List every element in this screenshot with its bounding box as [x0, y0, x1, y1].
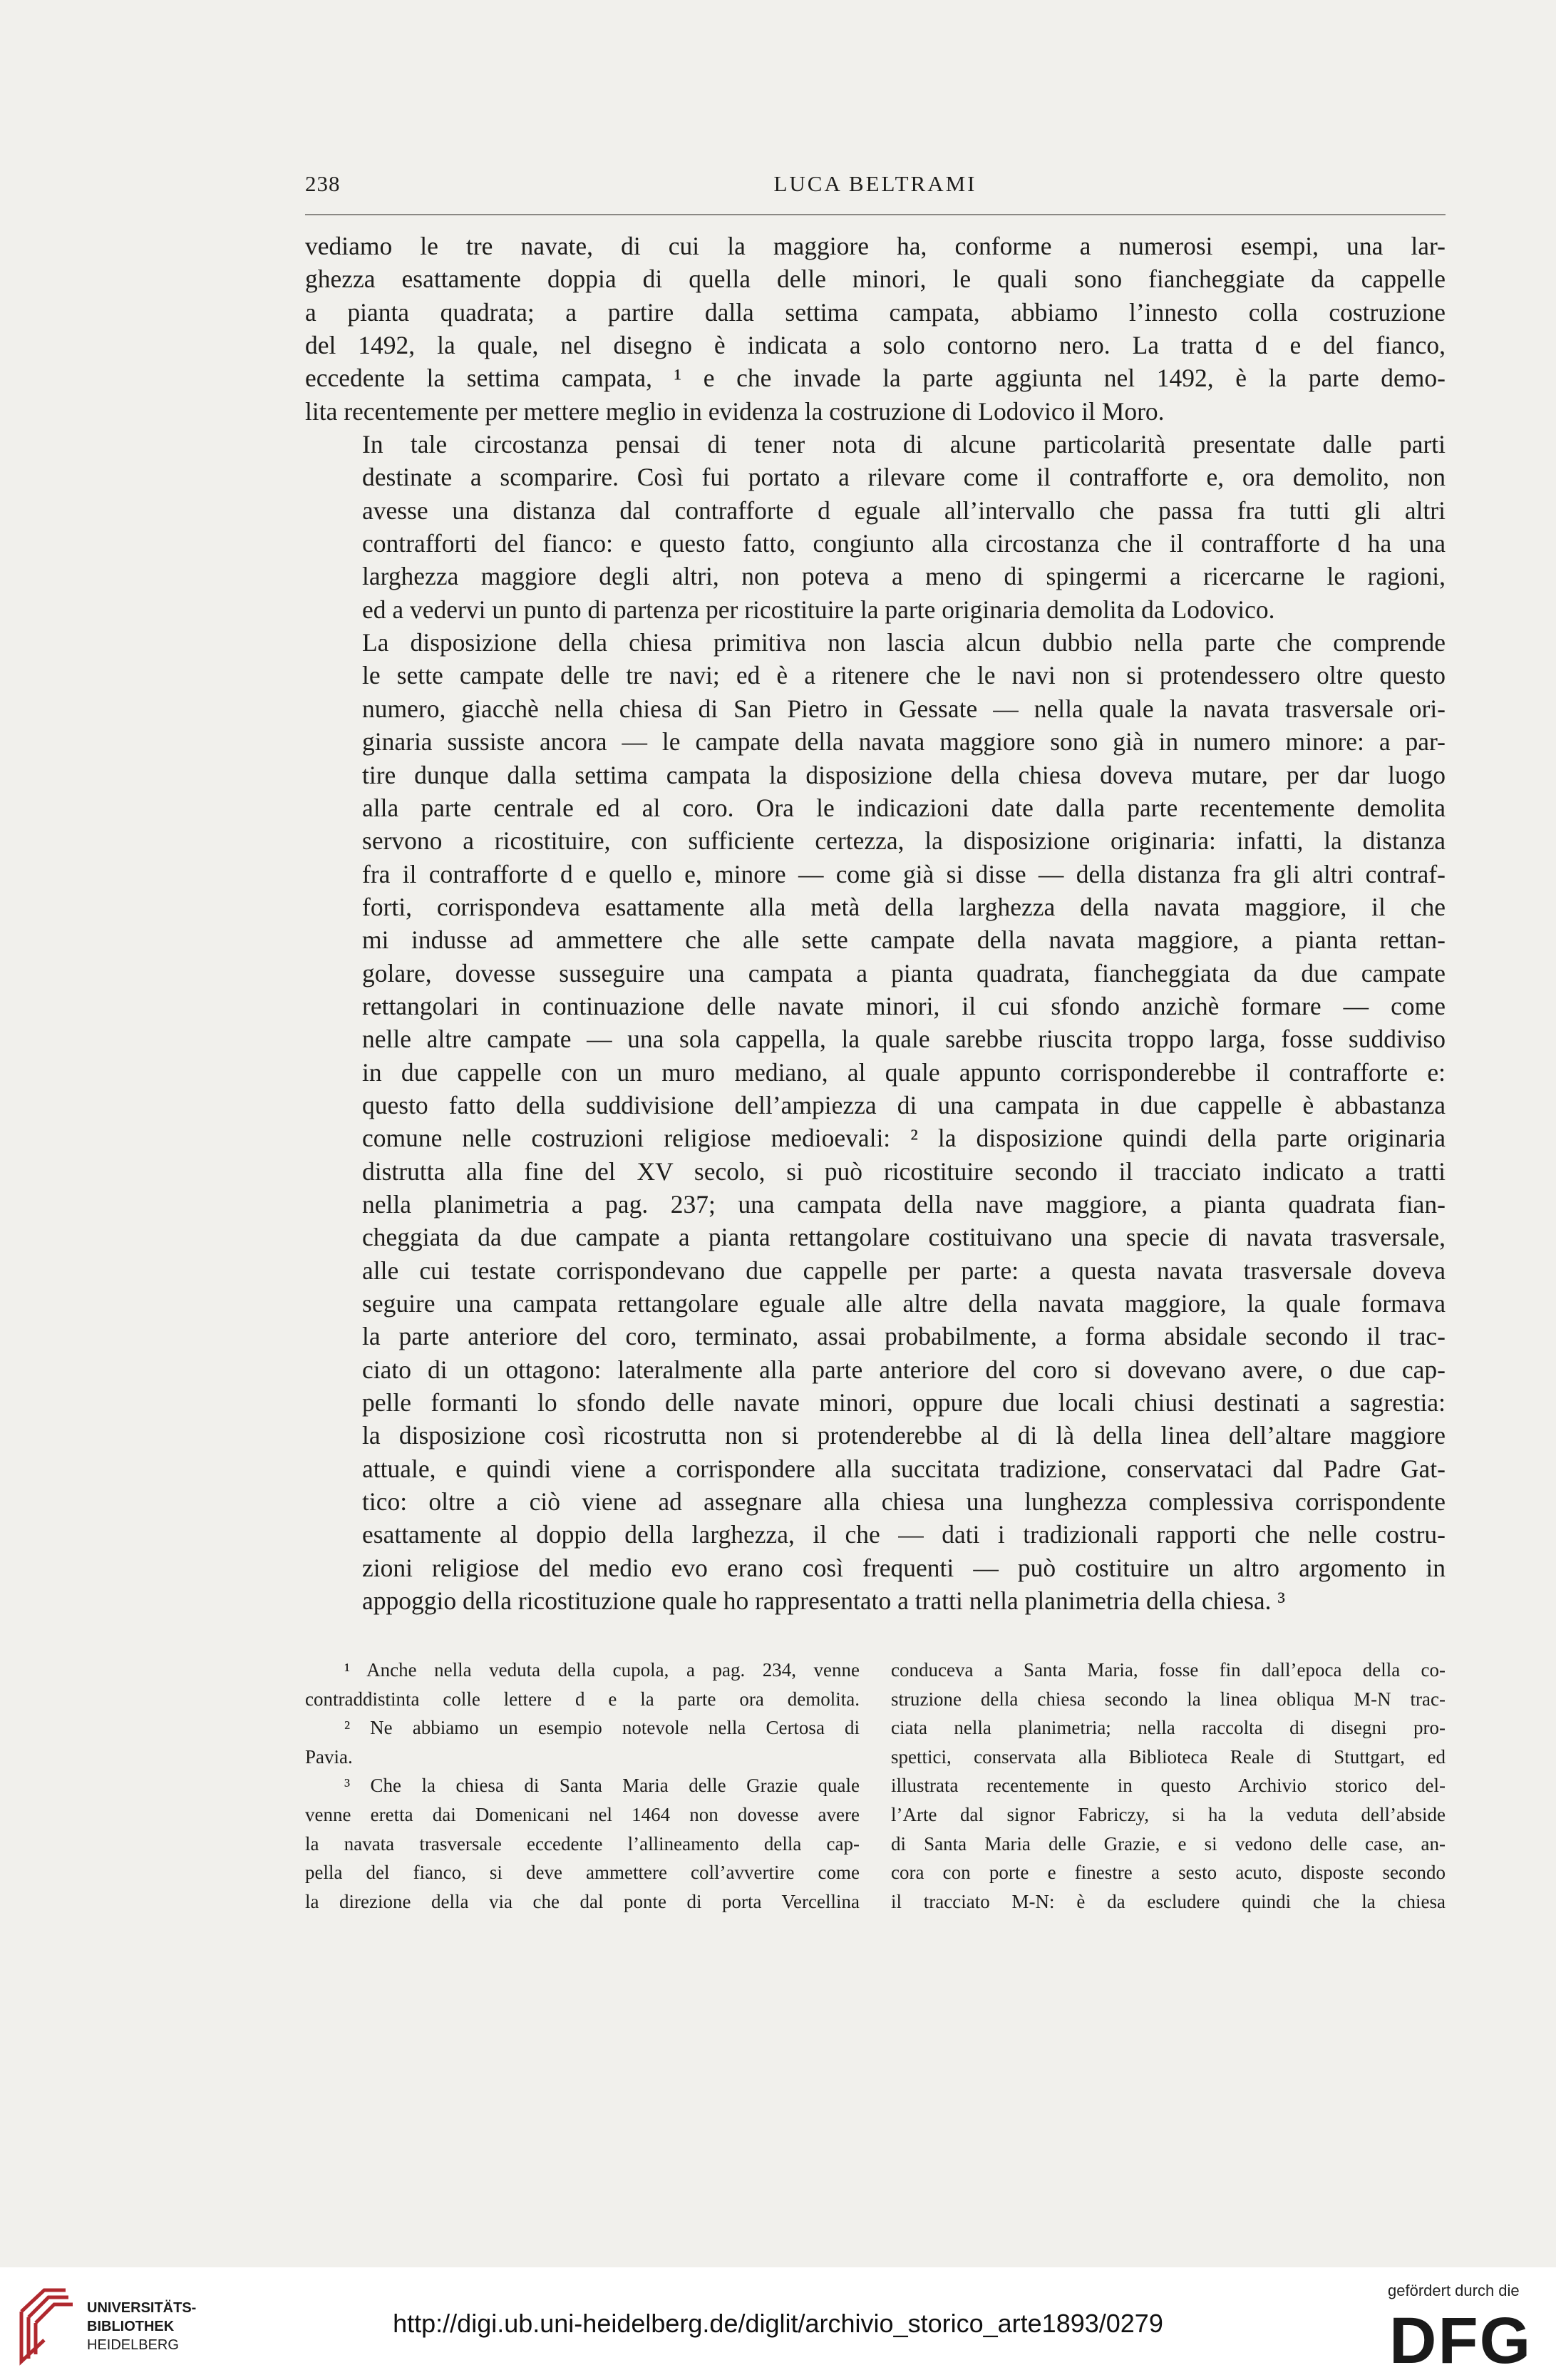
text-line: alle cui testate corrispondevano due cappelle per parte: a questa navata trasversale doveva [362, 1256, 1446, 1285]
text-line: avesse una distanza dal contrafforte d eguale all’intervallo che passa fra tutti gli altri [362, 496, 1446, 525]
footnote-line: conduceva a Santa Maria, fosse fin dall’epoca della co- [891, 1659, 1446, 1681]
text-line: zioni religiose del medio evo erano così frequenti — può costituire un altro argomento in [362, 1553, 1446, 1582]
text-line: a pianta quadrata; a partire dalla settima campata, abbiamo l’innesto colla costruzione [305, 297, 1446, 327]
library-name-line: HEIDELBERG [87, 2337, 179, 2353]
footnote-line: spettici, conservata alla Biblioteca Reale di Stuttgart, ed [891, 1745, 1446, 1768]
text-line: forti, corrispondeva esattamente alla metà della larghezza della navata maggiore, il che [362, 892, 1446, 921]
footnote-line: ciata nella planimetria; nella raccolta di disegni pro- [891, 1717, 1446, 1739]
text-line: questo fatto della suddivisione dell’ampiezza di una campata in due cappelle è abbastanza [362, 1090, 1446, 1119]
running-head: LUCA BELTRAMI [773, 171, 977, 196]
footnote-line: Pavia. [305, 1745, 353, 1768]
text-line: contrafforti del fianco: e questo fatto, congiunto alla circostanza che il contrafforte d ha una [362, 529, 1446, 558]
text-line: vediamo le tre navate, di cui la maggiore ha, conforme a numerosi esempi, una lar- [305, 232, 1446, 260]
header-rule [305, 214, 1446, 215]
text-line: La disposizione della chiesa primitiva non lascia alcun dubbio nella parte che comprende [362, 628, 1446, 657]
text-line: mi indusse ad ammettere che alle sette campate della navata maggiore, a pianta rettan- [362, 925, 1446, 955]
text-line: alla parte centrale ed al coro. Ora le indicazioni date dalla parte recentemente demolita [362, 793, 1446, 822]
text-line: larghezza maggiore degli altri, non poteva a meno di spingermi a ricercarne le ragioni, [362, 562, 1446, 591]
body-text [305, 230, 1446, 1617]
footnotes-left-column [305, 1656, 860, 1916]
footnotes-right-column [891, 1656, 1446, 1916]
text-line: cheggiata da due campate a pianta rettangolare costituivano una specie di navata trasversale, [362, 1223, 1446, 1252]
text-line: lita recentemente per mettere meglio in evidenza la costruzione di Lodovico il Moro. [305, 396, 1165, 426]
footnote-line: illustrata recentemente in questo Archivio storico del- [891, 1775, 1446, 1797]
text-line: in due cappelle con un muro mediano, al quale appunto corrisponderebbe il contrafforte e: [362, 1057, 1446, 1087]
footnote-line: struzione della chiesa secondo la linea obliqua M-N trac- [891, 1688, 1446, 1710]
footnote-line: contraddistinta colle lettere d e la parte ora demolita. [305, 1688, 860, 1710]
text-line: nelle altre campate — una sola cappella, la quale sarebbe riuscita troppo larga, fosse suddiviso [362, 1025, 1446, 1054]
text-line: destinate a scomparire. Così fui portato a rilevare come il contrafforte e, ora demolito, non [362, 463, 1446, 492]
page-header [305, 171, 1446, 214]
text-line: In tale circostanza pensai di tener nota di alcune particolarità presentate dalle parti [362, 430, 1446, 459]
paragraph-1 [305, 230, 1446, 428]
footnote-line: la navata trasversale eccedente l’allineamento della cap- [305, 1832, 860, 1855]
text-line: la disposizione così ricostrutta non si protenderebbe al di là della linea dell’altare maggiore [362, 1421, 1446, 1450]
text-line: le sette campate delle tre navi; ed è a ritenere che le navi non si protendessero oltre questo [362, 661, 1446, 690]
footnote-line: pella del fianco, si deve ammettere coll’avvertire come [305, 1862, 860, 1884]
footnote-line: venne eretta dai Domenicani nel 1464 non dovesse avere [305, 1803, 860, 1825]
footnotes [305, 1656, 1446, 1941]
text-line: ed a vedervi un punto di partenza per ricostituire la parte originaria demolita da Lodovico. [362, 595, 1275, 624]
permalink-url[interactable]: http://digi.ub.uni-heidelberg.de/diglit/archivio_storico_arte1893/0279 [393, 2309, 1163, 2338]
text-line: servono a ricostituire, con sufficiente certezza, la disposizione originaria: infatti, la distanza [362, 826, 1446, 856]
text-line: nella planimetria a pag. 237; una campata della nave maggiore, a pianta quadrata fian- [362, 1189, 1446, 1219]
footnote-line: il tracciato M-N: è da escludere quindi che la chiesa [891, 1890, 1446, 1912]
text-line: attuale, e quindi viene a corrispondere alla succitata tradizione, conservataci dal Padre Gat- [362, 1454, 1446, 1483]
footnote-line: ² Ne abbiamo un esempio notevole nella Certosa di [344, 1717, 860, 1739]
text-line: numero, giacchè nella chiesa di San Pietro in Gessate — nella quale la navata trasversale ori- [362, 694, 1446, 723]
text-line: comune nelle costruzioni religiose medioevali: ² la disposizione quindi della parte originaria [362, 1124, 1446, 1153]
text-line: tico: oltre a ciò viene ad assegnare alla chiesa una lunghezza complessiva corrispondente [362, 1487, 1446, 1517]
footnote-line: cora con porte e finestre a sesto acuto, disposte secondo [891, 1862, 1446, 1884]
text-line: golare, dovesse susseguire una campata a pianta quadrata, fiancheggiata da due campate [362, 958, 1446, 988]
library-name-line: UNIVERSITÄTS- [87, 2300, 197, 2316]
footnote-line: ³ Che la chiesa di Santa Maria delle Grazie quale [344, 1775, 860, 1797]
paragraph-2 [305, 428, 1446, 626]
footnote-line: ¹ Anche nella veduta della cupola, a pag. 234, venne [344, 1659, 860, 1681]
footnote-line: la direzione della via che dal ponte di porta Vercellina [305, 1890, 860, 1912]
text-line: fra il contrafforte d e quello e, minore — come già si disse — della distanza fra gli altri contraf- [362, 859, 1446, 888]
text-line: ciato di un ottagono: lateralmente alla parte anteriore del coro si dovevano avere, o due cap- [362, 1355, 1446, 1384]
text-line: seguire una campata rettangolare eguale alle altre della navata maggiore, la quale formava [362, 1289, 1446, 1318]
funding-note: gefördert durch die [1388, 2282, 1520, 2299]
text-line: appoggio della ricostituzione quale ho rappresentato a tratti nella planimetria della chiesa. ³ [362, 1586, 1286, 1616]
dfg-logo-text: DFG [1389, 2306, 1532, 2370]
footer-bar [0, 2267, 1556, 2380]
text-line: ghezza esattamente doppia di quella delle minori, le quali sono fiancheggiate da cappelle [305, 265, 1446, 294]
page-number: 238 [305, 171, 341, 196]
text-line: ginaria sussiste ancora — le campate della navata maggiore sono già in numero minore: a par- [362, 727, 1446, 756]
library-name-line: BIBLIOTHEK [87, 2319, 175, 2334]
text-line: esattamente al doppio della larghezza, il che — dati i tradizionali rapporti che nelle costru- [362, 1520, 1446, 1549]
text-line: tire dunque dalla settima campata la disposizione della chiesa doveva mutare, per dar luogo [362, 760, 1446, 789]
footnote-line: l’Arte dal signor Fabriczy, si ha la veduta dell’abside [891, 1803, 1446, 1825]
footnote-line: di Santa Maria delle Grazie, e si vedono delle case, an- [891, 1832, 1446, 1855]
text-line: distrutta alla fine del XV secolo, si può ricostituire secondo il tracciato indicato a tratti [362, 1156, 1446, 1186]
paragraph-3 [305, 626, 1446, 1617]
text-line: la parte anteriore del coro, terminato, assai probabilmente, a forma absidale secondo il trac- [362, 1322, 1446, 1351]
text-line: del 1492, la quale, nel disegno è indicata a solo contorno nero. La tratta d e del fianco, [305, 331, 1446, 360]
text-line: eccedente la settima campata, ¹ e che invade la parte aggiunta nel 1492, è la parte demo- [305, 364, 1446, 393]
text-line: pelle formanti lo sfondo delle navate minori, oppure due locali chiusi destinati a sagrestia: [362, 1388, 1446, 1417]
text-line: rettangolari in continuazione delle navate minori, il cui sfondo anzichè formare — come [362, 991, 1446, 1020]
dfg-logo-icon [1386, 2306, 1536, 2370]
